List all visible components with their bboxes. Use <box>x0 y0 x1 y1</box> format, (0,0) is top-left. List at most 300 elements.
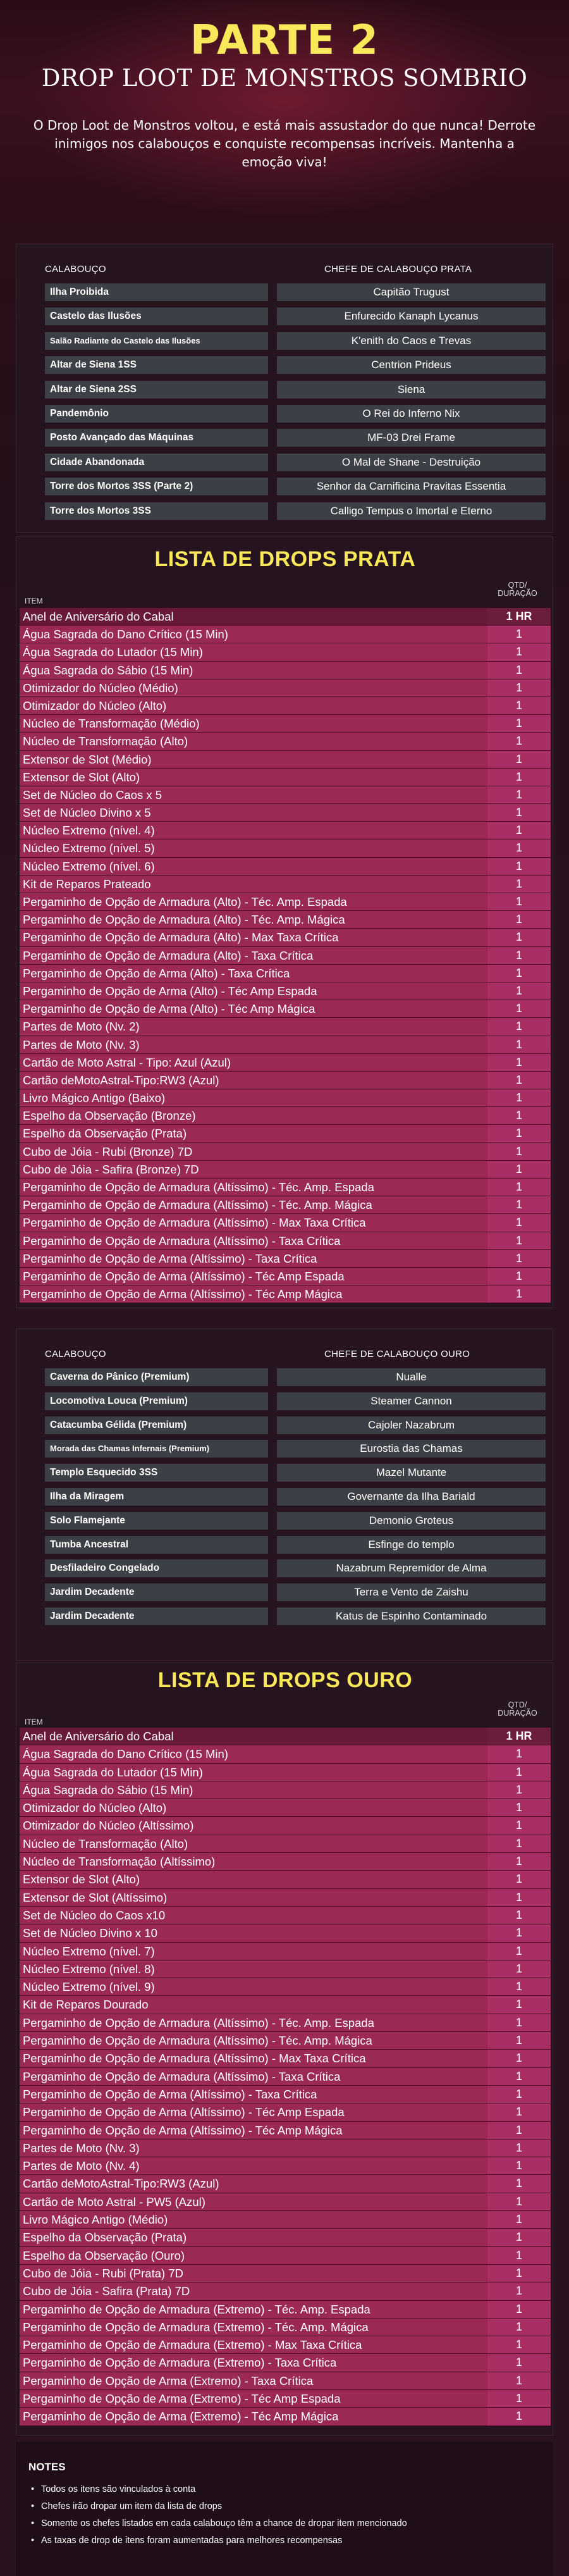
item-quantity: 1 <box>487 2175 551 2192</box>
notes-list <box>28 2481 553 2549</box>
item-quantity: 1 <box>487 2103 551 2121</box>
dungeon-name: Desfiladeiro Congelado <box>45 1559 268 1577</box>
dungeon-row <box>45 1512 557 1530</box>
boss-name: K'enith do Caos e Trevas <box>277 332 546 350</box>
table-row <box>20 1924 551 1942</box>
table-row <box>20 2247 551 2265</box>
item-quantity: 1 <box>487 1871 551 1888</box>
item-quantity: 1 <box>487 2068 551 2085</box>
table-row <box>20 715 551 733</box>
item-quantity: 1 <box>487 876 551 893</box>
boss-name: O Mal de Shane - Destruição <box>277 454 546 471</box>
table-row <box>20 858 551 876</box>
item-quantity: 1 <box>487 1889 551 1906</box>
dungeon-row <box>45 429 557 447</box>
intro-text: O Drop Loot de Monstros voltou, e está mais assustador do que nunca! Derrote inimigos nos calabouços e conquiste recompensas incríveis. Mantenha a emoção viva! <box>33 118 536 170</box>
table-row <box>20 1089 551 1107</box>
item-quantity: 1 <box>487 1996 551 2013</box>
table-row <box>20 643 551 661</box>
dungeon-name: Altar de Siena 2SS <box>45 381 268 399</box>
item-quantity: 1 <box>487 2122 551 2139</box>
table-row <box>20 697 551 715</box>
table-row <box>20 608 551 626</box>
dungeon-name: Altar de Siena 1SS <box>45 356 268 374</box>
dungeon-name: Posto Avançado das Máquinas <box>45 429 268 447</box>
item-name: Otimizador do Núcleo (Altíssimo) <box>20 1817 487 1834</box>
item-quantity: 1 <box>487 1214 551 1231</box>
item-name: Cubo de Jóia - Rubi (Prata) 7D <box>20 2265 487 2282</box>
item-name: Partes de Moto (Nv. 2) <box>20 1018 487 1035</box>
item-quantity: 1 <box>487 2319 551 2336</box>
item-name: Núcleo Extremo (nível. 5) <box>20 839 487 857</box>
dungeon-name: Ilha Proibida <box>45 283 268 301</box>
item-name: Pergaminho de Opção de Arma (Extremo) - Téc Amp Espada <box>20 2390 487 2407</box>
item-name: Pergaminho de Opção de Arma (Altíssimo) - Téc Amp Mágica <box>20 1285 487 1303</box>
table-row <box>20 2354 551 2372</box>
item-quantity: 1 <box>487 1745 551 1762</box>
item-name: Pergaminho de Opção de Arma (Extremo) - Taxa Crítica <box>20 2372 487 2389</box>
item-quantity: 1 <box>487 2265 551 2282</box>
item-quantity: 1 <box>487 839 551 857</box>
table-row <box>20 1978 551 1996</box>
table-row <box>20 1871 551 1888</box>
table-row <box>20 662 551 679</box>
item-quantity: 1 <box>487 2086 551 2103</box>
item-quantity: 1 <box>487 1143 551 1160</box>
notes-title: NOTES <box>28 2461 66 2473</box>
dungeon-row <box>45 502 557 520</box>
table-row <box>20 1214 551 1232</box>
item-name: Livro Mágico Antigo (Baixo) <box>20 1089 487 1106</box>
qty-column-header: QTD/ DURAÇÃO <box>498 581 537 598</box>
table-row <box>20 1799 551 1817</box>
item-name: Núcleo de Transformação (Alto) <box>20 733 487 750</box>
item-quantity: 1 <box>487 1285 551 1303</box>
item-name: Núcleo Extremo (nível. 4) <box>20 822 487 839</box>
table-row <box>20 929 551 946</box>
item-name: Pergaminho de Opção de Armadura (Altíssimo) - Téc. Amp. Espada <box>20 1179 487 1196</box>
item-name: Espelho da Observação (Bronze) <box>20 1107 487 1124</box>
item-quantity: 1 <box>487 2193 551 2210</box>
item-quantity: 1 <box>487 1072 551 1089</box>
boss-name: Steamer Cannon <box>277 1392 546 1410</box>
item-name: Cartão de Moto Astral - PW5 (Azul) <box>20 2193 487 2210</box>
item-name: Núcleo de Transformação (Médio) <box>20 715 487 732</box>
table-row <box>20 2211 551 2229</box>
item-name: Pergaminho de Opção de Arma (Alto) - Téc Amp Mágica <box>20 1000 487 1017</box>
table-row <box>20 1764 551 1781</box>
header <box>0 0 569 244</box>
table-row <box>20 2319 551 2336</box>
item-name: Pergaminho de Opção de Armadura (Alto) - Téc. Amp. Espada <box>20 893 487 910</box>
dungeon-row <box>45 1416 557 1434</box>
item-name: Cartão deMotoAstral-Tipo:RW3 (Azul) <box>20 1072 487 1089</box>
dungeon-row <box>45 1440 557 1458</box>
boss-name: Centrion Prideus <box>277 356 546 374</box>
item-quantity: 1 <box>487 2050 551 2067</box>
item-name: Kit de Reparos Prateado <box>20 876 487 893</box>
item-quantity: 1 <box>487 1196 551 1213</box>
table-row <box>20 2408 551 2425</box>
note-item: • Todos os itens são vinculados à conta <box>28 2481 553 2498</box>
item-quantity: 1 <box>487 1018 551 1035</box>
item-quantity: 1 <box>487 804 551 821</box>
dungeon-name: Cidade Abandonada <box>45 454 268 471</box>
dungeon-row <box>45 478 557 495</box>
boss-name: Katus de Espinho Contaminado <box>277 1607 546 1625</box>
item-name: Pergaminho de Opção de Armadura (Altíssimo) - Téc. Amp. Espada <box>20 2014 487 2031</box>
table-row <box>20 733 551 750</box>
table-row <box>20 2139 551 2157</box>
item-name: Cartão deMotoAstral-Tipo:RW3 (Azul) <box>20 2175 487 2192</box>
dungeon-row <box>45 381 557 399</box>
dungeon-name: Castelo das Ilusões <box>45 307 268 325</box>
silver-list-title: LISTA DE DROPS PRATA <box>154 547 416 571</box>
item-quantity: 1 <box>487 911 551 928</box>
item-quantity: 1 <box>487 1835 551 1852</box>
item-quantity: 1 <box>487 1943 551 1960</box>
item-name: Cubo de Jóia - Rubi (Bronze) 7D <box>20 1143 487 1160</box>
item-quantity: 1 <box>487 2014 551 2031</box>
table-row <box>20 1072 551 1089</box>
item-name: Pergaminho de Opção de Arma (Alto) - Téc Amp Espada <box>20 982 487 1000</box>
table-row <box>20 2068 551 2086</box>
boss-name: Nualle <box>277 1368 546 1386</box>
table-row <box>20 893 551 911</box>
item-name: Pergaminho de Opção de Armadura (Altíssimo) - Taxa Crítica <box>20 1232 487 1249</box>
table-row <box>20 1107 551 1125</box>
boss-name: Capitão Trugust <box>277 283 546 301</box>
item-quantity: 1 <box>487 751 551 768</box>
item-name: Pergaminho de Opção de Arma (Altíssimo) - Taxa Crítica <box>20 1250 487 1267</box>
table-row <box>20 2193 551 2211</box>
item-name: Extensor de Slot (Altíssimo) <box>20 1889 487 1906</box>
item-quantity: 1 <box>487 1764 551 1781</box>
item-quantity: 1 <box>487 2301 551 2318</box>
boss-name: Demonio Groteus <box>277 1512 546 1530</box>
boss-name: Mazel Mutante <box>277 1464 546 1482</box>
boss-column-header: CHEFE DE CALABOUÇO PRATA <box>324 264 472 275</box>
item-quantity: 1 <box>487 1978 551 1995</box>
dungeon-name: Solo Flamejante <box>45 1512 268 1530</box>
event-title: DROP LOOT DE MONSTROS SOMBRIO <box>41 65 528 92</box>
table-row <box>20 1745 551 1763</box>
dungeon-name: Catacumba Gélida (Premium) <box>45 1416 268 1434</box>
item-quantity: 1 <box>487 1817 551 1834</box>
dungeon-name: Locomotiva Louca (Premium) <box>45 1392 268 1410</box>
item-quantity: 1 <box>487 1960 551 1978</box>
dungeon-name: Torre dos Mortos 3SS <box>45 502 268 520</box>
item-rows <box>20 608 551 1303</box>
table-row <box>20 1889 551 1907</box>
table-row <box>20 626 551 643</box>
item-quantity: 1 <box>487 1179 551 1196</box>
table-row <box>20 1000 551 1018</box>
table-row <box>20 1781 551 1799</box>
boss-name: Cajoler Nazabrum <box>277 1416 546 1434</box>
item-quantity: 1 <box>487 893 551 910</box>
table-row <box>20 1196 551 1214</box>
item-quantity: 1 <box>487 1036 551 1053</box>
item-quantity: 1 <box>487 715 551 732</box>
item-name: Pergaminho de Opção de Armadura (Alto) - Max Taxa Crítica <box>20 929 487 946</box>
item-quantity: 1 <box>487 643 551 660</box>
table-row <box>20 1179 551 1196</box>
item-quantity: 1 <box>487 982 551 1000</box>
item-quantity: 1 <box>487 947 551 964</box>
boss-name: Eurostia das Chamas <box>277 1440 546 1458</box>
item-quantity: 1 <box>487 965 551 982</box>
item-quantity: 1 <box>487 1781 551 1799</box>
item-quantity: 1 <box>487 2354 551 2371</box>
item-quantity: 1 <box>487 2336 551 2353</box>
dungeon-rows <box>45 1368 557 1632</box>
dungeon-name: Jardim Decadente <box>45 1583 268 1601</box>
item-name: Kit de Reparos Dourado <box>20 1996 487 2013</box>
item-quantity: 1 <box>487 2032 551 2049</box>
dungeon-name: Morada das Chamas Infernais (Premium) <box>45 1440 268 1458</box>
item-column-header: ITEM <box>25 597 43 605</box>
item-name: Pergaminho de Opção de Arma (Altíssimo) - Téc Amp Mágica <box>20 2122 487 2139</box>
item-name: Água Sagrada do Lutador (15 Min) <box>20 1764 487 1781</box>
item-name: Espelho da Observação (Prata) <box>20 1125 487 1142</box>
note-item: • As taxas de drop de itens foram aumentadas para melhores recompensas <box>28 2532 553 2549</box>
table-row <box>20 804 551 822</box>
item-name: Pergaminho de Opção de Arma (Altíssimo) - Taxa Crítica <box>20 2086 487 2103</box>
qty-column-header: QTD/ DURAÇÃO <box>498 1700 537 1718</box>
dungeon-column-header: CALABOUÇO <box>45 1349 106 1359</box>
dungeon-name: Caverna do Pânico (Premium) <box>45 1368 268 1386</box>
boss-name: O Rei do Inferno Nix <box>277 405 546 423</box>
item-quantity: 1 HR <box>487 608 551 625</box>
boss-name: Esfinge do templo <box>277 1536 546 1554</box>
item-name: Pergaminho de Opção de Arma (Extremo) - Téc Amp Mágica <box>20 2408 487 2425</box>
item-quantity: 1 <box>487 1924 551 1941</box>
part-title: PARTE 2 <box>190 17 379 64</box>
item-quantity: 1 <box>487 822 551 839</box>
table-row <box>20 769 551 786</box>
dungeon-row <box>45 307 557 325</box>
item-name: Pergaminho de Opção de Arma (Altíssimo) - Téc Amp Espada <box>20 2103 487 2121</box>
item-rows <box>20 1728 551 2426</box>
table-row <box>20 2229 551 2246</box>
table-row <box>20 2175 551 2193</box>
table-row <box>20 1036 551 1054</box>
table-row <box>20 1143 551 1161</box>
item-quantity: 1 HR <box>487 1728 551 1745</box>
table-row <box>20 2390 551 2408</box>
item-quantity: 1 <box>487 2408 551 2425</box>
table-row <box>20 2086 551 2103</box>
item-name: Água Sagrada do Sábio (15 Min) <box>20 662 487 679</box>
item-quantity: 1 <box>487 2211 551 2228</box>
table-row <box>20 2265 551 2282</box>
item-quantity: 1 <box>487 1250 551 1267</box>
item-quantity: 1 <box>487 626 551 643</box>
dungeon-row <box>45 1368 557 1386</box>
table-row <box>20 2050 551 2067</box>
dungeon-row <box>45 332 557 350</box>
item-quantity: 1 <box>487 786 551 803</box>
boss-name: Calligo Tempus o Imortal e Eterno <box>277 502 546 520</box>
item-name: Cubo de Jóia - Safira (Prata) 7D <box>20 2282 487 2300</box>
item-name: Cubo de Jóia - Safira (Bronze) 7D <box>20 1161 487 1178</box>
item-name: Pergaminho de Opção de Armadura (Altíssimo) - Téc. Amp. Mágica <box>20 2032 487 2049</box>
silver-drop-list <box>16 536 553 1308</box>
boss-name: Nazabrum Repremidor de Alma <box>277 1559 546 1577</box>
item-quantity: 1 <box>487 1089 551 1106</box>
dungeon-name: Salão Radiante do Castelo das Ilusões <box>45 332 268 350</box>
notes-section <box>16 2442 553 2576</box>
item-quantity: 1 <box>487 1232 551 1249</box>
item-quantity: 1 <box>487 769 551 786</box>
table-row <box>20 822 551 839</box>
item-quantity: 1 <box>487 1161 551 1178</box>
item-name: Partes de Moto (Nv. 3) <box>20 1036 487 1053</box>
note-item: • Somente os chefes listados em cada calabouço têm a chance de dropar item mencionado <box>28 2515 553 2532</box>
item-name: Pergaminho de Opção de Armadura (Alto) - Téc. Amp. Mágica <box>20 911 487 928</box>
silver-dungeon-table <box>16 244 553 533</box>
table-row <box>20 2103 551 2121</box>
item-quantity: 1 <box>487 733 551 750</box>
item-name: Anel de Aniversário do Cabal <box>20 1728 487 1745</box>
table-row <box>20 1285 551 1303</box>
gold-list-title: LISTA DE DROPS OURO <box>157 1668 413 1692</box>
dungeon-row <box>45 1559 557 1577</box>
item-quantity: 1 <box>487 2247 551 2264</box>
item-name: Pergaminho de Opção de Armadura (Extremo) - Téc. Amp. Espada <box>20 2301 487 2318</box>
table-row <box>20 839 551 857</box>
item-quantity: 1 <box>487 2157 551 2174</box>
boss-name: Governante da Ilha Bariald <box>277 1488 546 1506</box>
item-name: Água Sagrada do Dano Crítico (15 Min) <box>20 626 487 643</box>
table-row <box>20 2122 551 2139</box>
dungeon-name: Torre dos Mortos 3SS (Parte 2) <box>45 478 268 495</box>
item-name: Pergaminho de Opção de Arma (Altíssimo) - Téc Amp Espada <box>20 1268 487 1285</box>
table-row <box>20 1232 551 1250</box>
table-row <box>20 1728 551 1745</box>
boss-name: MF-03 Drei Frame <box>277 429 546 447</box>
boss-name: Terra e Vento de Zaishu <box>277 1583 546 1601</box>
table-row <box>20 2032 551 2050</box>
item-quantity: 1 <box>487 1799 551 1816</box>
table-row <box>20 1835 551 1853</box>
dungeon-name: Pandemônio <box>45 405 268 423</box>
item-name: Núcleo de Transformação (Altíssimo) <box>20 1853 487 1870</box>
item-name: Set de Núcleo Divino x 5 <box>20 804 487 821</box>
item-name: Núcleo Extremo (nível. 6) <box>20 858 487 875</box>
item-name: Extensor de Slot (Médio) <box>20 751 487 768</box>
dungeon-row <box>45 1488 557 1506</box>
boss-column-header: CHEFE DE CALABOUÇO OURO <box>324 1349 470 1359</box>
item-name: Água Sagrada do Dano Crítico (15 Min) <box>20 1745 487 1762</box>
dungeon-row <box>45 1464 557 1482</box>
table-row <box>20 1943 551 1960</box>
item-name: Set de Núcleo Divino x 10 <box>20 1924 487 1941</box>
table-row <box>20 751 551 769</box>
table-row <box>20 1907 551 1924</box>
item-quantity: 1 <box>487 1268 551 1285</box>
table-row <box>20 1996 551 2014</box>
dungeon-rows <box>45 283 557 526</box>
item-name: Pergaminho de Opção de Armadura (Altíssimo) - Max Taxa Crítica <box>20 2050 487 2067</box>
item-quantity: 1 <box>487 2229 551 2246</box>
table-row <box>20 679 551 697</box>
item-name: Partes de Moto (Nv. 4) <box>20 2157 487 2174</box>
item-name: Água Sagrada do Lutador (15 Min) <box>20 643 487 660</box>
dungeon-row <box>45 1392 557 1410</box>
item-quantity: 1 <box>487 1054 551 1071</box>
table-row <box>20 1960 551 1978</box>
table-row <box>20 1125 551 1142</box>
item-name: Núcleo Extremo (nível. 7) <box>20 1943 487 1960</box>
item-name: Set de Núcleo do Caos x 5 <box>20 786 487 803</box>
item-quantity: 1 <box>487 1907 551 1924</box>
dungeon-row <box>45 356 557 374</box>
item-column-header: ITEM <box>25 1718 43 1726</box>
item-name: Pergaminho de Opção de Arma (Alto) - Taxa Crítica <box>20 965 487 982</box>
item-quantity: 1 <box>487 2282 551 2300</box>
item-name: Pergaminho de Opção de Armadura (Alto) - Taxa Crítica <box>20 947 487 964</box>
gold-drop-list <box>16 1663 553 2436</box>
item-quantity: 1 <box>487 1125 551 1142</box>
item-quantity: 1 <box>487 2390 551 2407</box>
table-row <box>20 2014 551 2032</box>
dungeon-row <box>45 1536 557 1554</box>
table-row <box>20 2157 551 2175</box>
table-row <box>20 1268 551 1285</box>
item-name: Pergaminho de Opção de Armadura (Altíssimo) - Taxa Crítica <box>20 2068 487 2085</box>
dungeon-row <box>45 1583 557 1601</box>
boss-name: Siena <box>277 381 546 399</box>
item-name: Espelho da Observação (Prata) <box>20 2229 487 2246</box>
item-name: Núcleo Extremo (nível. 9) <box>20 1978 487 1995</box>
item-quantity: 1 <box>487 697 551 714</box>
item-quantity: 1 <box>487 1107 551 1124</box>
table-row <box>20 876 551 893</box>
table-row <box>20 965 551 982</box>
item-name: Extensor de Slot (Alto) <box>20 769 487 786</box>
item-quantity: 1 <box>487 2139 551 2157</box>
dungeon-name: Jardim Decadente <box>45 1607 268 1625</box>
boss-name: Senhor da Carnificina Pravitas Essentia <box>277 478 546 495</box>
table-row <box>20 982 551 1000</box>
item-name: Núcleo Extremo (nível. 8) <box>20 1960 487 1978</box>
dungeon-row <box>45 405 557 423</box>
item-quantity: 1 <box>487 858 551 875</box>
item-name: Otimizador do Núcleo (Médio) <box>20 679 487 697</box>
table-row <box>20 1853 551 1871</box>
item-name: Partes de Moto (Nv. 3) <box>20 2139 487 2157</box>
table-row <box>20 786 551 804</box>
item-name: Cartão de Moto Astral - Tipo: Azul (Azul) <box>20 1054 487 1071</box>
dungeon-name: Templo Esquecido 3SS <box>45 1464 268 1482</box>
dungeon-name: Tumba Ancestral <box>45 1536 268 1554</box>
item-name: Água Sagrada do Sábio (15 Min) <box>20 1781 487 1799</box>
item-name: Set de Núcleo do Caos x10 <box>20 1907 487 1924</box>
item-name: Espelho da Observação (Ouro) <box>20 2247 487 2264</box>
table-row <box>20 1018 551 1036</box>
table-row <box>20 2336 551 2354</box>
table-row <box>20 1817 551 1835</box>
item-quantity: 1 <box>487 662 551 679</box>
gold-dungeon-table <box>16 1328 553 1661</box>
table-row <box>20 947 551 965</box>
item-quantity: 1 <box>487 2372 551 2389</box>
item-name: Pergaminho de Opção de Armadura (Extremo) - Max Taxa Crítica <box>20 2336 487 2353</box>
table-row <box>20 1161 551 1179</box>
item-name: Otimizador do Núcleo (Alto) <box>20 697 487 714</box>
